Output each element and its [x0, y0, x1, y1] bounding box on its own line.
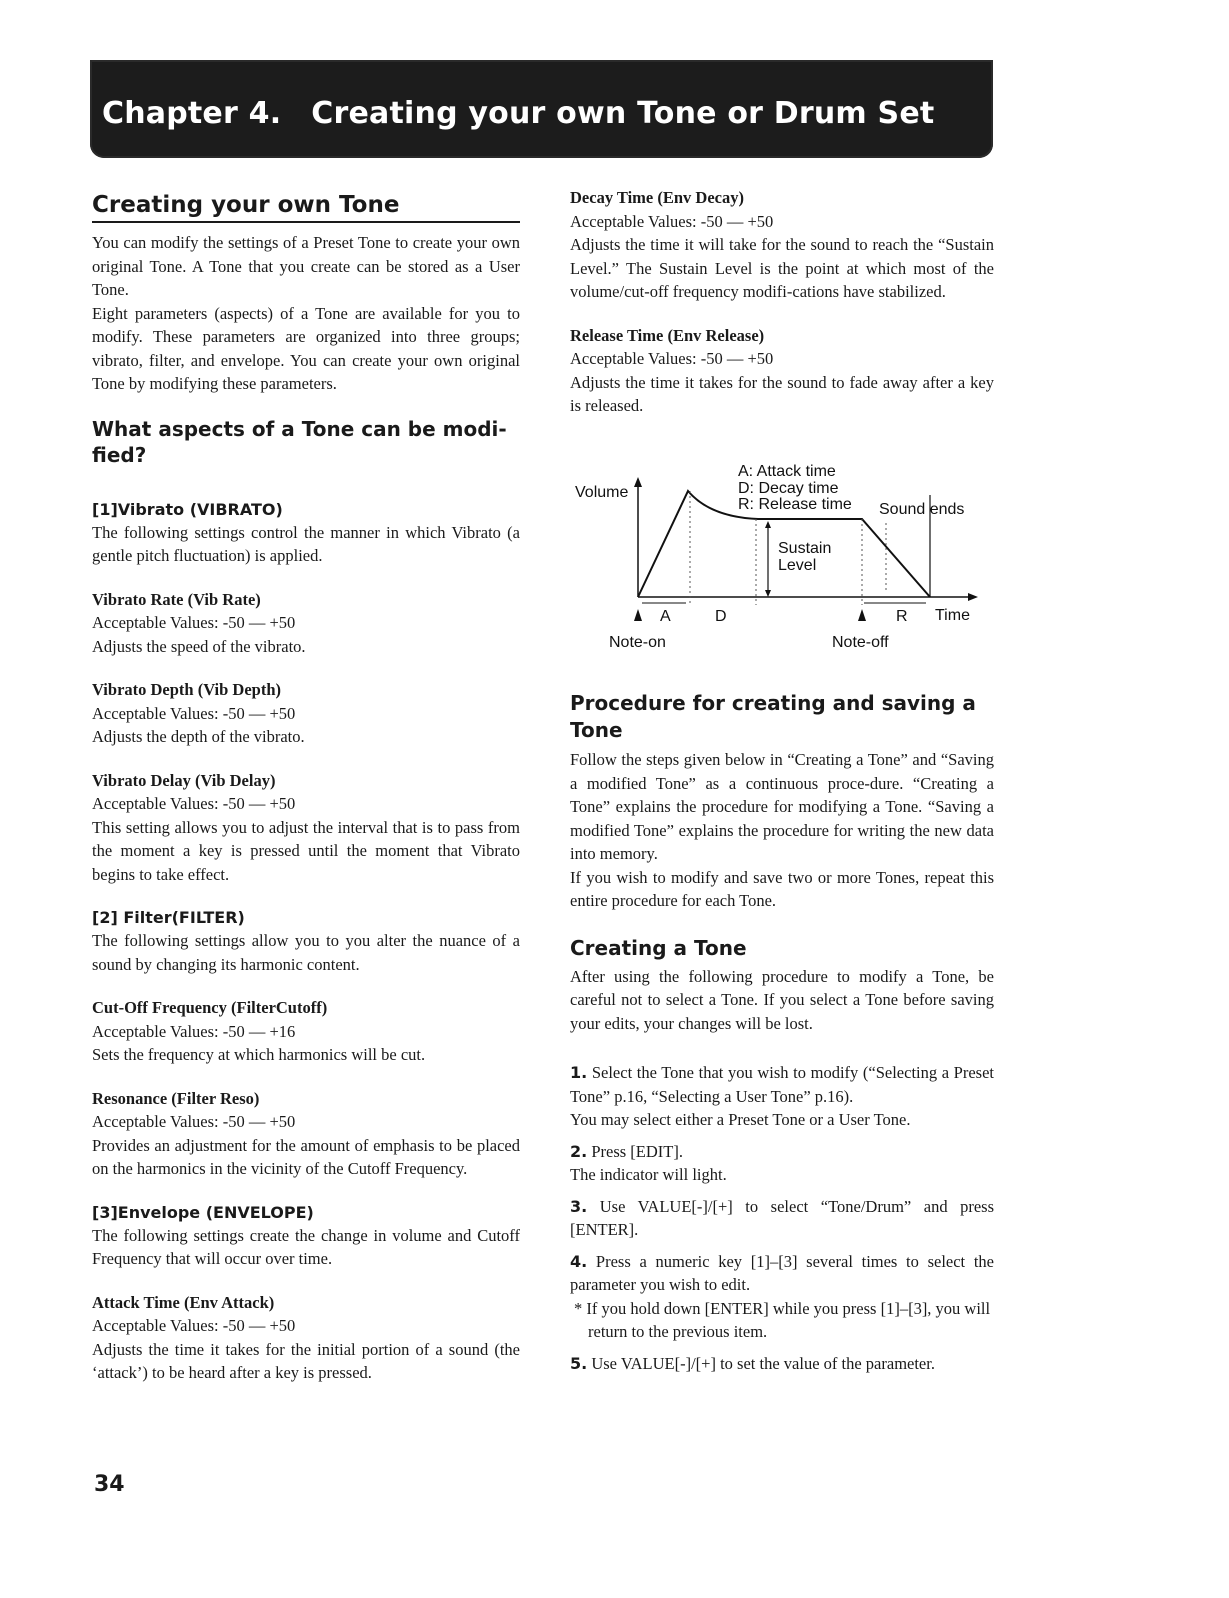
intro-paragraph-1: You can modify the settings of a Preset Tone to create your own original Tone. A Tone that you create can be stored as a User Tone.	[92, 233, 520, 299]
decay-desc: Adjusts the time it will take for the sound to reach the “Sustain Level.” The Sustain Level is the point at which most of the volume/cut-off frequency modifi-cations have stabilized.	[570, 235, 994, 301]
left-column	[92, 190, 520, 1385]
vib-rate-values: Acceptable Values: -50 — +50	[92, 613, 296, 632]
decay-title: Decay Time (Env Decay)	[570, 188, 744, 207]
step-1-sub: You may select either a Preset Tone or a User Tone.	[570, 1110, 911, 1129]
mark-r: R	[896, 608, 908, 625]
sustain-arrow-down-icon	[765, 590, 771, 597]
envelope-diagram	[570, 455, 994, 655]
volume-label: Volume	[575, 484, 629, 501]
step-2-number: 2.	[570, 1141, 588, 1161]
release-values: Acceptable Values: -50 — +50	[570, 349, 774, 368]
cutoff-block	[92, 996, 520, 1067]
vib-depth-desc: Adjusts the depth of the vibrato.	[92, 727, 305, 746]
vib-delay-desc: This setting allows you to adjust the interval that is to pass from the moment a key is pressed until the moment that Vibrato begins to take effect.	[92, 817, 520, 884]
step-4	[570, 1250, 994, 1344]
section-heading-creating-tone: Creating your own Tone	[92, 190, 520, 223]
step-2	[570, 1140, 994, 1187]
step-5-number: 5.	[570, 1353, 588, 1373]
volume-axis-arrow-icon	[634, 477, 642, 487]
step-3-number: 3.	[570, 1196, 588, 1216]
chapter-title	[102, 96, 934, 131]
cutoff-values: Acceptable Values: -50 — +16	[92, 1021, 296, 1041]
envelope-heading: [3]Envelope (ENVELOPE)	[92, 1202, 314, 1222]
chapter-banner	[90, 60, 993, 158]
right-column	[570, 186, 994, 418]
mark-d: D	[715, 608, 727, 625]
step-4-number: 4.	[570, 1251, 588, 1271]
mark-a: A	[660, 608, 671, 625]
vibrato-heading: [1]Vibrato (VIBRATO)	[92, 499, 283, 519]
vib-delay-title: Vibrato Delay (Vib Delay)	[92, 770, 276, 790]
reso-desc: Provides an adjustment for the amount of emphasis to be placed on the harmonics in the vicinity of the Cutoff Frequency.	[92, 1135, 520, 1178]
vib-rate-desc: Adjusts the speed of the vibrato.	[92, 636, 306, 656]
step-1-text: Select the Tone that you wish to modify (“Selecting a Preset Tone” p.16, “Selecting a User Tone” p.16).	[570, 1063, 995, 1106]
filter-text: The following settings allow you to you alter the nuance of a sound by changing its harmonic content.	[92, 931, 520, 974]
vib-rate-title: Vibrato Rate (Vib Rate)	[92, 589, 261, 609]
attack-desc: Adjusts the time it takes for the initial portion of a sound (the ‘attack’) to be heard after a key is pressed.	[92, 1339, 520, 1382]
step-4-text: Press a numeric key [1]–[3] several times to select the parameter you wish to edit.	[570, 1251, 995, 1294]
step-1	[570, 1061, 994, 1132]
sound-ends-label: Sound ends	[879, 501, 965, 518]
reso-values: Acceptable Values: -50 — +50	[92, 1112, 296, 1131]
decay-block	[570, 186, 994, 304]
step-3-text: Use VALUE[-]/[+] to select “Tone/Drum” and press [ENTER].	[570, 1196, 995, 1239]
vib-rate-block	[92, 588, 520, 659]
decay-values: Acceptable Values: -50 — +50	[570, 211, 774, 231]
legend-decay: D: Decay time	[738, 480, 839, 497]
sustain-arrow-up-icon	[765, 521, 771, 528]
step-5	[570, 1352, 994, 1376]
time-axis-arrow-icon	[968, 593, 978, 601]
vib-depth-values: Acceptable Values: -50 — +50	[92, 703, 296, 723]
cutoff-title: Cut-Off Frequency (FilterCutoff)	[92, 998, 328, 1017]
release-title: Release Time (Env Release)	[570, 325, 765, 345]
note-off-marker-icon	[858, 609, 866, 621]
attack-title: Attack Time (Env Attack)	[92, 1292, 275, 1312]
vib-depth-title: Vibrato Depth (Vib Depth)	[92, 680, 281, 699]
note-on-marker-icon	[634, 609, 642, 621]
envelope-text: The following settings create the change in volume and Cutoff Frequency that will occur over time.	[92, 1225, 520, 1268]
step-1-number: 1.	[570, 1063, 588, 1082]
vibrato-text: The following settings control the manner in which Vibrato (a gentle pitch fluctuation) is applied.	[92, 522, 520, 565]
legend-release: R: Release time	[738, 496, 852, 513]
procedure-heading: Procedure for creating and saving a Tone	[570, 691, 976, 742]
step-2-sub: The indicator will light.	[570, 1165, 727, 1184]
note-on-label: Note-on	[609, 634, 666, 651]
procedure-text-1: Follow the steps given below in “Creating a Tone” and “Saving a modified Tone” as a continuous proce-dure. “Creating a Tone” explains the procedure for modifying a Tone. “Saving a modified Tone” explains the procedure for writing the new data into memory.	[570, 750, 994, 863]
release-desc: Adjusts the time it takes for the sound to fade away after a key is released.	[570, 372, 994, 415]
vib-delay-block	[92, 769, 520, 887]
attack-values: Acceptable Values: -50 — +50	[92, 1316, 296, 1335]
creating-tone-text: After using the following procedure to modify a Tone, be careful not to select a Tone. If you select a Tone before saving your edits, your changes will be lost.	[570, 966, 994, 1033]
chapter-name: Creating your own Tone or Drum Set	[311, 96, 935, 131]
creating-tone-heading: Creating a Tone	[570, 935, 747, 960]
step-4-note: * If you hold down [ENTER] while you press [1]–[3], you will return to the previous item.	[574, 1298, 991, 1341]
step-3	[570, 1195, 994, 1242]
page-number: 34	[94, 1472, 125, 1497]
vib-delay-values: Acceptable Values: -50 — +50	[92, 794, 296, 813]
chapter-number: Chapter 4.	[102, 96, 282, 131]
procedure-text-2: If you wish to modify and save two or more Tones, repeat this entire procedure for each Tone.	[570, 867, 994, 910]
sustain-label-line1: Sustain	[778, 540, 832, 557]
vib-depth-block	[92, 678, 520, 749]
step-2-text: Press [EDIT].	[591, 1141, 683, 1161]
filter-heading: [2] Filter(FILTER)	[92, 908, 245, 927]
time-label: Time	[935, 607, 970, 624]
reso-title: Resonance (Filter Reso)	[92, 1088, 260, 1108]
release-block	[570, 324, 994, 418]
legend-attack: A: Attack time	[738, 463, 836, 480]
attack-block	[92, 1291, 520, 1385]
step-list	[570, 1061, 994, 1375]
intro-paragraph-2: Eight parameters (aspects) of a Tone are available for you to modify. These parameters are organized into three groups; vibrato, filter, and envelope. You can create your own original Tone by modifying these parameters.	[92, 303, 520, 393]
procedure-section	[570, 690, 994, 1375]
reso-block	[92, 1087, 520, 1181]
aspects-heading: What aspects of a Tone can be modi-fied?	[92, 416, 507, 467]
step-5-text: Use VALUE[-]/[+] to set the value of the parameter.	[591, 1353, 935, 1373]
note-off-label: Note-off	[832, 634, 889, 651]
cutoff-desc: Sets the frequency at which harmonics will be cut.	[92, 1045, 426, 1064]
sustain-label-line2: Level	[778, 557, 817, 574]
